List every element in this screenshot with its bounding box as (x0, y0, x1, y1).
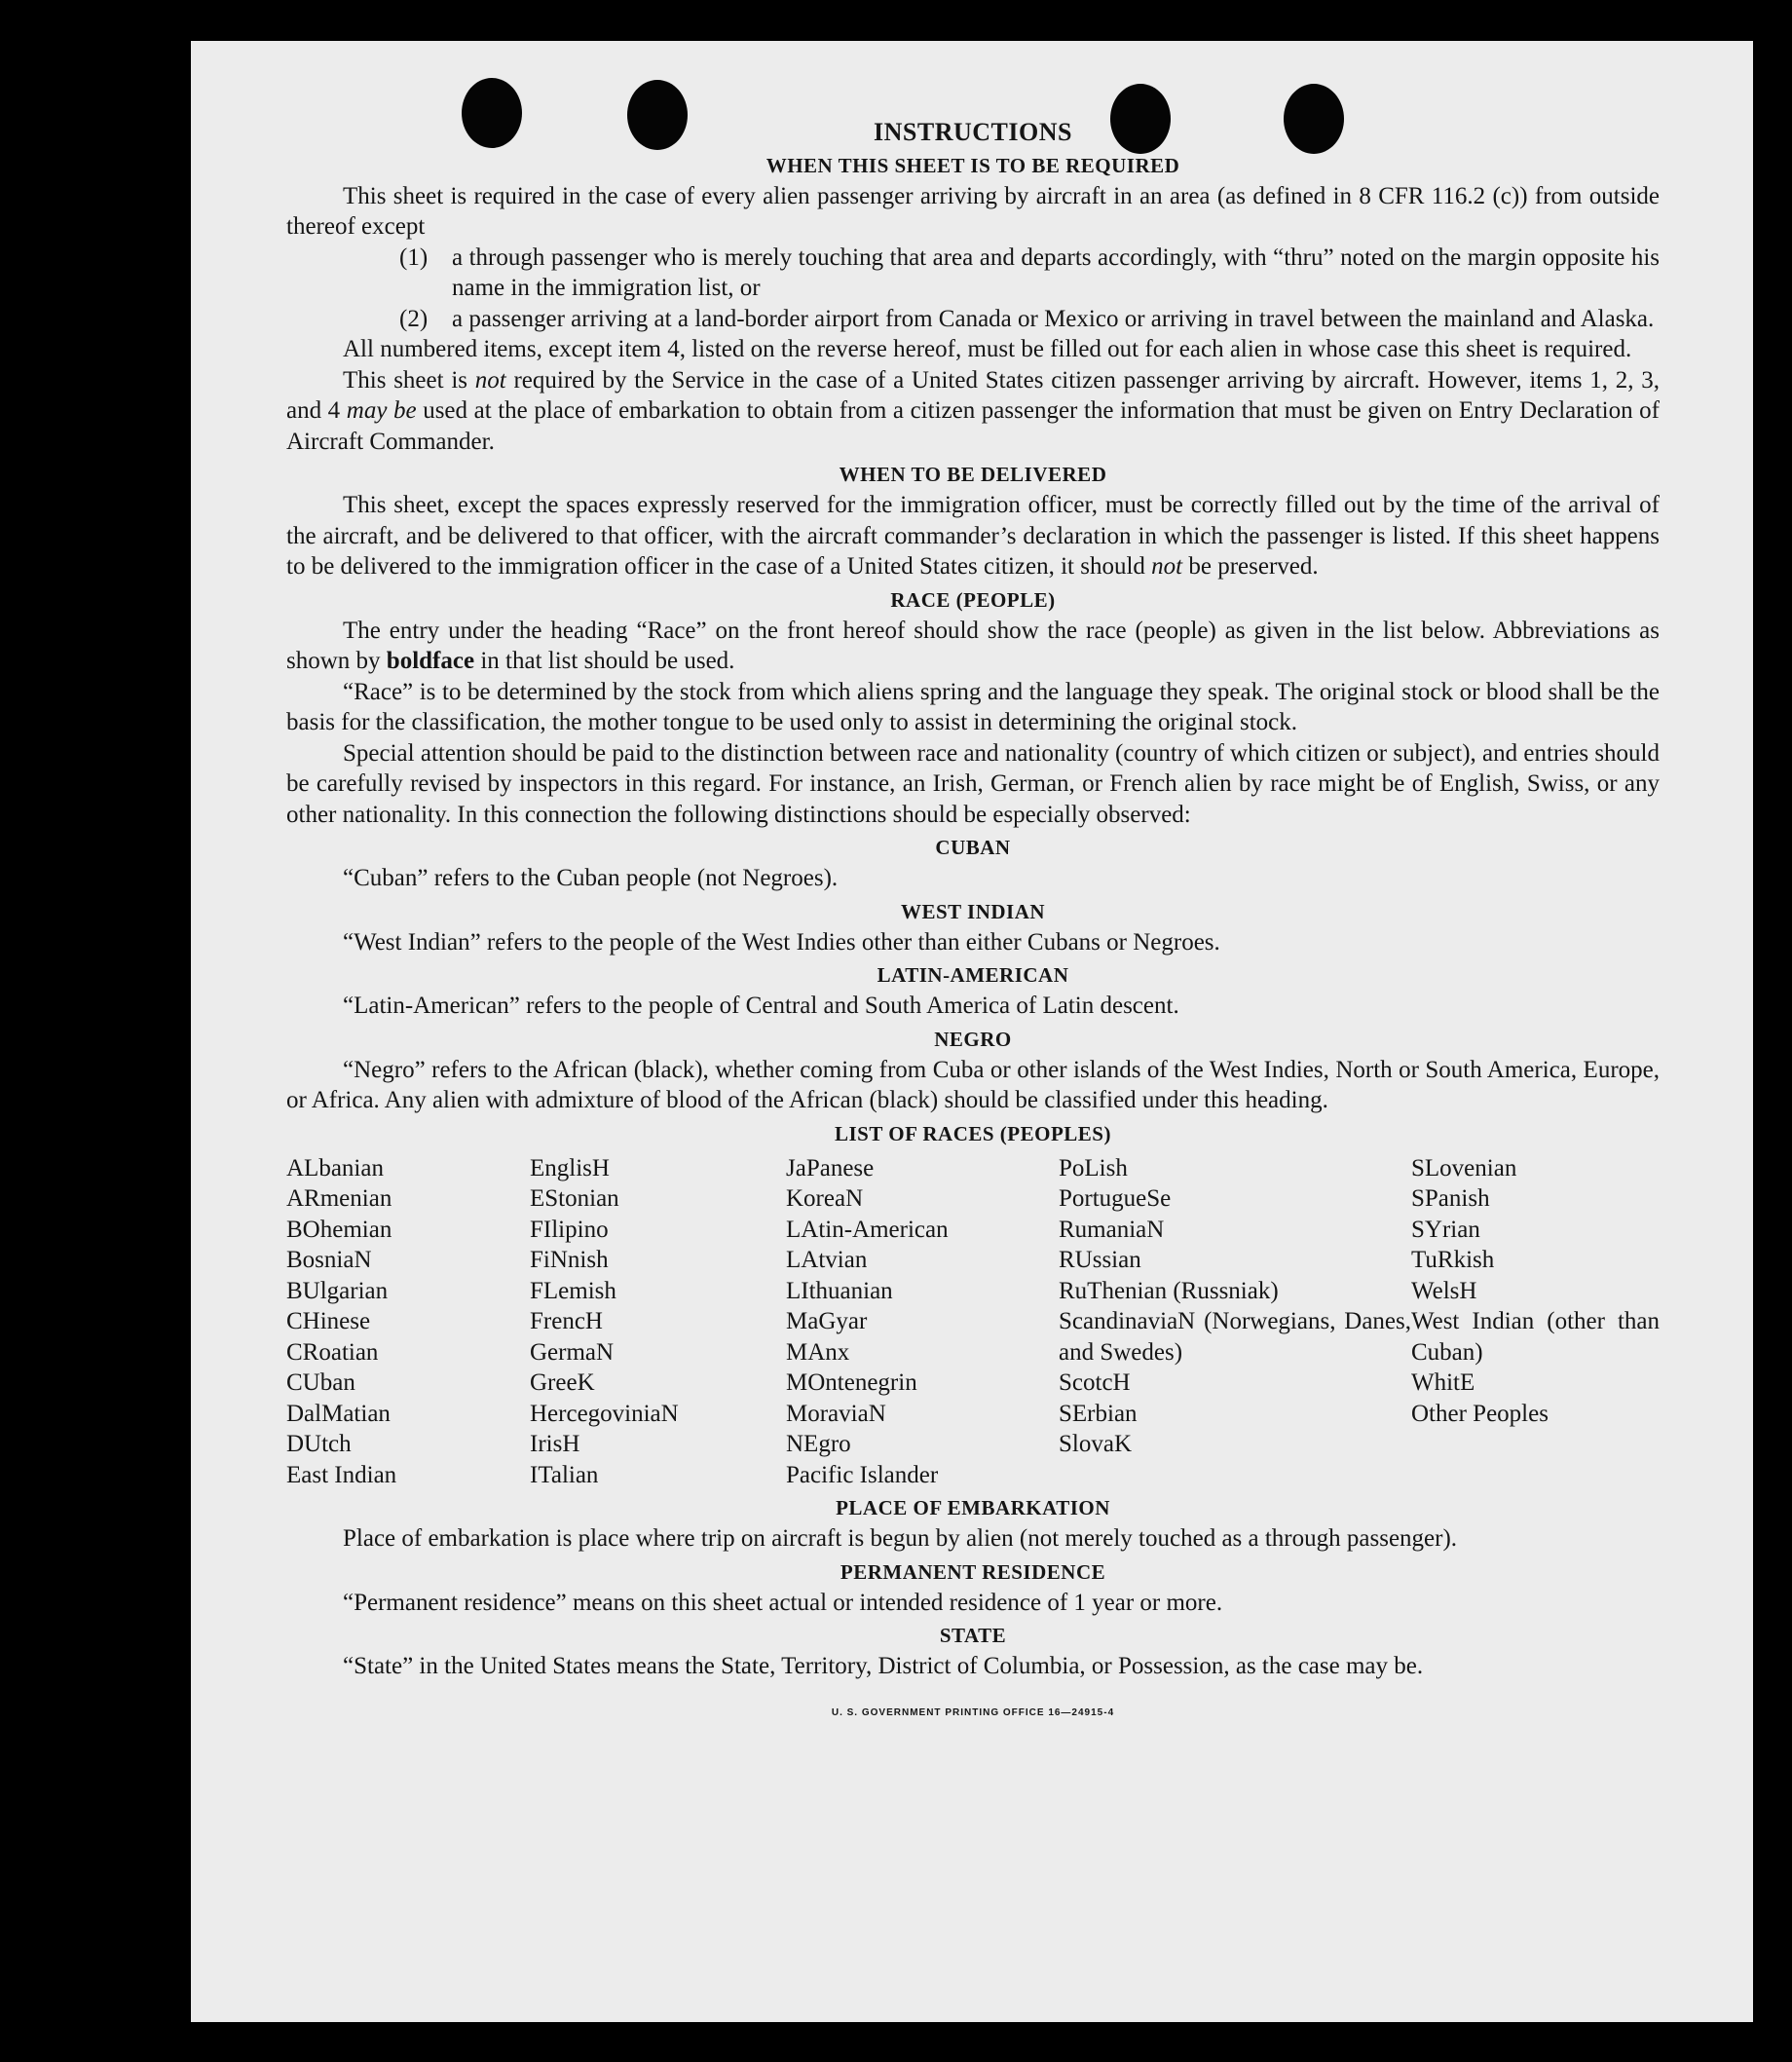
item-text: a passenger arriving at a land-border airport from Canada or Mexico or arriving in travel between the mainland and Alaska. (452, 305, 1655, 332)
heading-state: STATE (939, 1624, 1007, 1647)
race-entry: CHinese (286, 1308, 371, 1334)
race-stock-paragraph: “Race” is to be determined by the stock from which aliens spring and the language they speak. The original stock or blood shall be the basis for the classification, the mother tongue to be used only to assist in determining the original stock. (286, 678, 1660, 735)
race-entry: LAtin-American (786, 1216, 949, 1243)
cuban-definition: “Cuban” refers to the Cuban people (not Negroes). (343, 865, 839, 891)
race-entry: HercegoviniaN (530, 1400, 679, 1427)
negro-definition: “Negro” refers to the African (black), whether coming from Cuba or other islands of the West Indies, North or South America, Europe, or Africa. Any alien with admixture of blood of the African (black) should be classified under this heading. (286, 1056, 1660, 1113)
race-entry: WhitE (1411, 1369, 1475, 1396)
race-entry: DUtch (286, 1431, 352, 1457)
races-column-4 (1059, 1153, 1411, 1491)
race-entry: NEgro (786, 1431, 851, 1457)
race-entry: CUban (286, 1369, 355, 1396)
numbered-items-paragraph: All numbered items, except item 4, listed on the reverse hereof, must be filled out for each alien in whose case this sheet is required. (343, 336, 1632, 362)
race-entry: GreeK (530, 1369, 595, 1396)
race-entry: FIlipino (530, 1216, 609, 1243)
race-entry: PortugueSe (1059, 1185, 1172, 1212)
race-entry: Pacific Islander (786, 1461, 939, 1488)
race-entry: ALbanian (286, 1154, 384, 1181)
race-entry: TuRkish (1411, 1247, 1495, 1273)
race-entry: IrisH (530, 1431, 580, 1457)
race-entry: Other Peoples (1411, 1400, 1549, 1427)
heading-race: RACE (PEOPLE) (890, 587, 1056, 612)
races-column-5 (1411, 1153, 1660, 1491)
race-entry: SLovenian (1411, 1154, 1517, 1181)
race-entry: BosniaN (286, 1247, 372, 1273)
exception-item (399, 243, 1660, 304)
race-entry: EnglisH (530, 1154, 610, 1181)
printer-imprint: U. S. GOVERNMENT PRINTING OFFICE 16—24915-4 (831, 1706, 1115, 1718)
race-entry: ScandinaviaN (Norwegians, Danes, and Swedes) (1059, 1308, 1411, 1366)
race-entry: SYrian (1411, 1216, 1480, 1243)
race-nationality-paragraph: Special attention should be paid to the distinction between race and nationality (country of which citizen or subject), and entries should be carefully revised by inspectors in this regard. For instance, an Irish, German, or French alien by race might be of English, Swiss, or any other nationality. In this connection the following distinctions should be especially observed: (286, 739, 1660, 828)
heading-west-indian: WEST INDIAN (900, 899, 1046, 923)
heading-when-required: WHEN THIS SHEET IS TO BE REQUIRED (765, 153, 1180, 177)
race-entry: EStonian (530, 1185, 619, 1212)
race-entry: SErbian (1059, 1400, 1138, 1427)
instructions-content (286, 117, 1660, 1728)
race-entry: FrencH (530, 1308, 603, 1334)
heading-cuban: CUBAN (935, 836, 1011, 859)
race-entry: SPanish (1411, 1185, 1490, 1212)
race-entry: RumaniaN (1059, 1216, 1165, 1243)
race-entry: MOntenegrin (786, 1369, 917, 1396)
race-entry: RuThenian (Russniak) (1059, 1277, 1279, 1304)
race-entry: FLemish (530, 1277, 616, 1304)
heading-place-of-embarkation: PLACE OF EMBARKATION (836, 1496, 1110, 1519)
race-entry: MoraviaN (786, 1400, 886, 1427)
heading-negro: NEGRO (934, 1027, 1012, 1051)
race-entry: JaPanese (786, 1154, 875, 1181)
document-page (191, 41, 1753, 2022)
item-number: (1) (399, 244, 429, 271)
latin-american-definition: “Latin-American” refers to the people of Central and South America of Latin descent. (343, 993, 1179, 1019)
required-paragraph: This sheet is required in the case of every alien passenger arriving by aircraft in an area (as defined in 8 CFR 116.2 (c)) from outside thereof except (286, 182, 1660, 240)
race-entry: KoreaN (786, 1185, 864, 1212)
race-entry: West Indian (other than Cuban) (1411, 1308, 1660, 1366)
race-entry: ARmenian (286, 1185, 392, 1212)
embarkation-definition: Place of embarkation is place where trip on aircraft is begun by alien (not merely touched as a through passenger). (343, 1525, 1458, 1552)
races-column-3 (786, 1153, 1059, 1491)
race-entry: FiNnish (530, 1247, 609, 1273)
state-definition: “State” in the United States means the State, Territory, District of Columbia, or Possession, as the case may be. (343, 1653, 1424, 1679)
heading-when-delivered: WHEN TO BE DELIVERED (839, 463, 1107, 486)
race-entry: CRoatian (286, 1338, 379, 1366)
race-entry: East Indian (286, 1461, 397, 1488)
race-entry: LIthuanian (786, 1277, 893, 1304)
item-number: (2) (399, 305, 429, 332)
race-entry: GermaN (530, 1338, 615, 1366)
race-paragraph: The entry under the heading “Race” on the front hereof should show the race (people) as given in the list below. Abbreviations as shown by boldface in that list should be used. (286, 617, 1660, 674)
race-entry: BOhemian (286, 1216, 392, 1243)
race-entry: LAtvian (786, 1247, 868, 1273)
race-entry: ScotcH (1059, 1369, 1131, 1396)
race-entry: SlovaK (1059, 1431, 1132, 1457)
citizen-paragraph: This sheet is not required by the Service in the case of a United States citizen passenger arriving by aircraft. However, items 1, 2, 3, and 4 may be used at the place of embarkation to obtain from a citizen passenger the information that must be given on Entry Declaration of Aircraft Commander. (286, 366, 1660, 455)
page-title: INSTRUCTIONS (874, 118, 1072, 146)
delivered-paragraph: This sheet, except the spaces expressly reserved for the immigration officer, must be correctly filled out by the time of the arrival of the aircraft, and be delivered to that officer, with the aircraft commander’s declaration in which the passenger is listed. If this sheet happens to be delivered to the immigration officer in the case of a United States citizen, it should not be preserved. (286, 492, 1660, 580)
heading-list-of-races: LIST OF RACES (PEOPLES) (835, 1121, 1111, 1145)
race-entry: MaGyar (786, 1308, 868, 1334)
races-column-2 (530, 1153, 786, 1491)
races-list (286, 1153, 1660, 1491)
heading-permanent-residence: PERMANENT RESIDENCE (840, 1559, 1106, 1584)
race-entry: ITalian (530, 1461, 599, 1488)
race-entry: MAnx (786, 1338, 850, 1366)
residence-definition: “Permanent residence” means on this sheet actual or intended residence of 1 year or more. (343, 1589, 1223, 1616)
heading-latin-american: LATIN-AMERICAN (877, 963, 1069, 987)
item-text: a through passenger who is merely touching that area and departs accordingly, with “thru” noted on the margin opposite his name in the immigration list, or (452, 244, 1660, 301)
race-entry: BUlgarian (286, 1277, 389, 1304)
race-entry: RUssian (1059, 1247, 1141, 1273)
exception-item (399, 304, 1660, 335)
races-column-1 (286, 1153, 530, 1491)
race-entry: DalMatian (286, 1400, 391, 1427)
west-indian-definition: “West Indian” refers to the people of the West Indies other than either Cubans or Negroes. (343, 928, 1220, 956)
race-entry: WelsH (1411, 1277, 1477, 1304)
race-entry: PoLish (1059, 1154, 1128, 1181)
